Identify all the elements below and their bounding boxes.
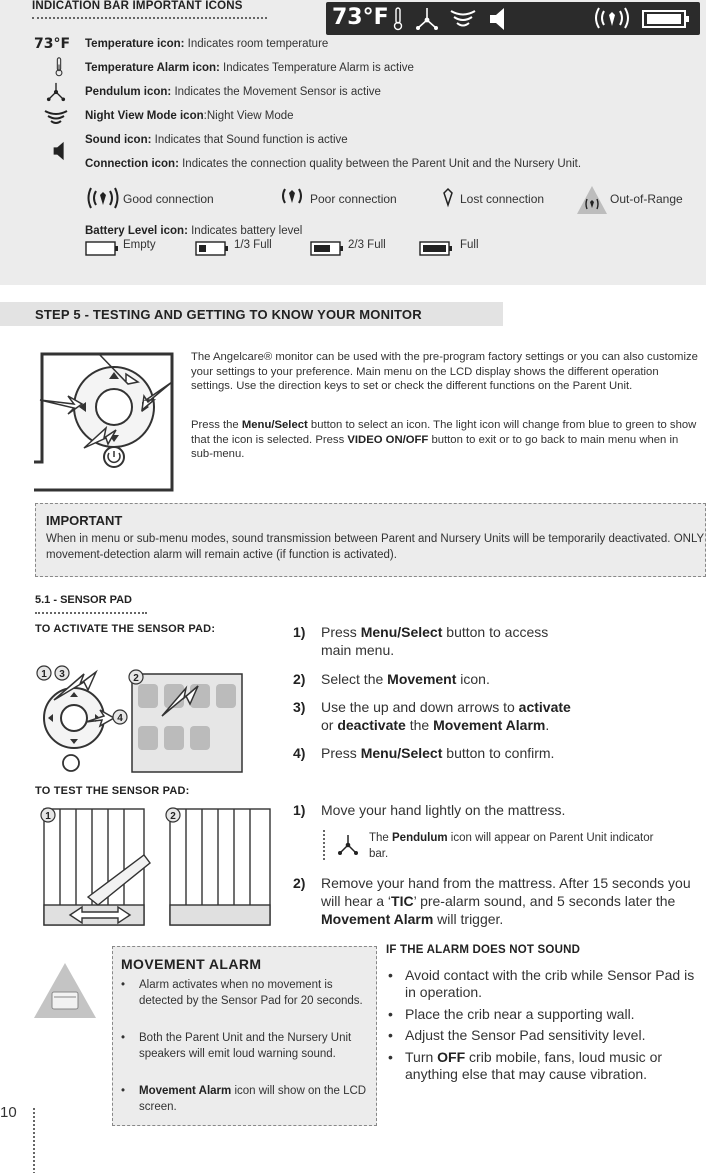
alarm-bullet-2: • Both the Parent Unit and the Nursery Unit speakers will emit loud warning sound.: [121, 1032, 352, 1060]
legend-sound: Sound icon: Indicates that Sound function is active: [85, 134, 348, 146]
test-subtitle: TO TEST THE SENSOR PAD:: [35, 785, 190, 797]
activate-step-3-num: 3): [293, 699, 306, 715]
legend-temperature: Temperature icon: Indicates room temperature: [85, 38, 329, 50]
lost-connection-label: Lost connection: [460, 192, 545, 206]
sensor-title-underline: [35, 612, 147, 614]
activate-subtitle: TO ACTIVATE THE SENSOR PAD:: [35, 623, 216, 635]
temperature-icon: [34, 36, 71, 56]
important-title: IMPORTANT: [46, 513, 123, 528]
activate-step-2: Select the Movement icon.: [321, 671, 490, 687]
lcd-sound-icon: [488, 6, 512, 32]
activate-step-1: Press Menu/Select button to access main menu.: [321, 624, 549, 658]
lcd-indicator-bar: [326, 2, 700, 35]
title-underline: [32, 17, 267, 19]
note-divider: [323, 830, 325, 860]
activate-step-4: Press Menu/Select button to confirm.: [321, 745, 555, 761]
battery-one-third-icon: [195, 240, 231, 258]
activate-step-3: Use the up and down arrows to activate or deactivate the Movement Alarm.: [321, 699, 571, 733]
callout-1: 1: [41, 669, 47, 680]
lcd-thermometer-icon: [392, 7, 404, 31]
warning-triangle-icon: [33, 962, 97, 1020]
test-step-1-num: 1): [293, 802, 306, 818]
important-text: When in menu or sub-menu modes, sound transmission between Parent and Nursery Units will be temporarily deactivated. ONLY movement-detection alarm will remain active (if function is activated).: [46, 533, 704, 561]
alarm-bullet-1: • Alarm activates when no movement is detected by the Sensor Pad for 20 seconds.: [121, 979, 363, 1007]
lcd-night-view-icon: [448, 7, 478, 31]
indication-title: INDICATION BAR IMPORTANT ICONS: [32, 0, 243, 12]
poor-connection-icon: [280, 187, 304, 209]
test-step-1: Move your hand lightly on the mattress.: [321, 802, 566, 818]
movement-alarm-title: MOVEMENT ALARM: [121, 956, 262, 972]
no-sound-bullet-4: • Turn OFF crib mobile, fans, loud music or anything else that may cause vibration.: [388, 1049, 663, 1082]
activate-step-4-num: 4): [293, 745, 306, 761]
out-of-range-label: Out-of-Range: [610, 192, 683, 206]
battery-two-thirds-label: 2/3 Full: [348, 239, 386, 251]
sensor-pad-title: 5.1 - SENSOR PAD: [35, 594, 132, 606]
important-box: [35, 503, 706, 577]
page-number-divider: [33, 1108, 35, 1173]
test-callout-1: 1: [45, 811, 51, 822]
battery-empty-icon: [85, 240, 121, 258]
activate-step-2-num: 2): [293, 671, 306, 687]
step5-menu-instructions: Press the Menu/Select button to select an icon. The light icon will change from blue to green to show that the icon is selected. Press VIDEO ON/OFF button to exit or to go back to main menu when in sub-menu.: [191, 419, 697, 460]
legend-pendulum: Pendulum icon: Indicates the Movement Sensor is active: [85, 86, 381, 98]
battery-full-icon: [419, 240, 455, 258]
test-step-2: Remove your hand from the mattress. After 15 seconds you will hear a ‘TIC’ pre-alarm sound, and 5 seconds later the Movement Alarm will trigger.: [321, 875, 691, 927]
battery-one-third-label: 1/3 Full: [234, 239, 272, 251]
battery-full-label: Full: [460, 239, 479, 251]
legend-battery: Battery Level icon: Indicates battery level: [85, 225, 303, 237]
no-sound-title: IF THE ALARM DOES NOT SOUND: [386, 944, 581, 956]
alarm-bullet-3: • Movement Alarm icon will show on the LCD screen.: [121, 1085, 367, 1113]
thermometer-icon: [42, 57, 76, 77]
no-sound-bullet-2: • Place the crib near a supporting wall.: [388, 1006, 635, 1022]
test-illustration: [40, 805, 272, 931]
lcd-battery-icon: [642, 9, 692, 29]
pendulum-note: The Pendulum icon will appear on Parent Unit indicator bar.: [369, 832, 654, 860]
step5-title: STEP 5 - TESTING AND GETTING TO KNOW YOUR MONITOR: [35, 307, 422, 322]
test-callout-2: 2: [170, 811, 176, 822]
note-pendulum-icon: [336, 834, 360, 856]
page-number: 10: [0, 1104, 17, 1121]
poor-connection-label: Poor connection: [310, 192, 397, 206]
callout-4: 4: [117, 713, 123, 724]
no-sound-bullet-1: • Avoid contact with the crib while Sensor Pad is in operation.: [388, 967, 695, 1000]
no-sound-bullet-3: • Adjust the Sensor Pad sensitivity level.: [388, 1027, 646, 1043]
battery-empty-label: Empty: [123, 239, 156, 251]
activate-step-1-num: 1): [293, 624, 306, 640]
step5-banner: [0, 302, 503, 326]
indication-panel: [0, 0, 706, 285]
lcd-connection-icon: [592, 6, 632, 32]
good-connection-icon: [86, 187, 120, 211]
test-step-2-num: 2): [293, 875, 306, 891]
step5-intro: The Angelcare® monitor can be used with the pre-program factory settings or you can also customize your settings to your preference. Main menu on the LCD display shows the different operation settings. Use the direction keys to set or check the different functions on the Parent Unit.: [191, 351, 698, 392]
speaker-icon: [43, 141, 77, 161]
legend-connection: Connection icon: Indicates the connection quality between the Parent Unit and the Nursery Unit.: [85, 158, 582, 170]
parent-unit-illustration: [34, 352, 184, 492]
battery-two-thirds-icon: [310, 240, 346, 258]
callout-3: 3: [59, 669, 65, 680]
lost-connection-icon: [441, 187, 455, 209]
lcd-pendulum-icon: [414, 6, 440, 32]
temperature-icon-label: 73°F: [34, 36, 71, 52]
night-view-icon: [39, 108, 73, 128]
activate-illustration: [34, 660, 246, 775]
lcd-temperature: 73°F: [332, 5, 389, 30]
legend-night-view: Night View Mode icon:Night View Mode: [85, 110, 294, 122]
out-of-range-icon: [576, 185, 608, 215]
pendulum-icon: [39, 82, 73, 102]
good-connection-label: Good connection: [123, 192, 214, 206]
movement-alarm-box: [112, 946, 377, 1126]
legend-temperature-alarm: Temperature Alarm icon: Indicates Temperature Alarm is active: [85, 62, 414, 74]
callout-2: 2: [133, 673, 139, 684]
